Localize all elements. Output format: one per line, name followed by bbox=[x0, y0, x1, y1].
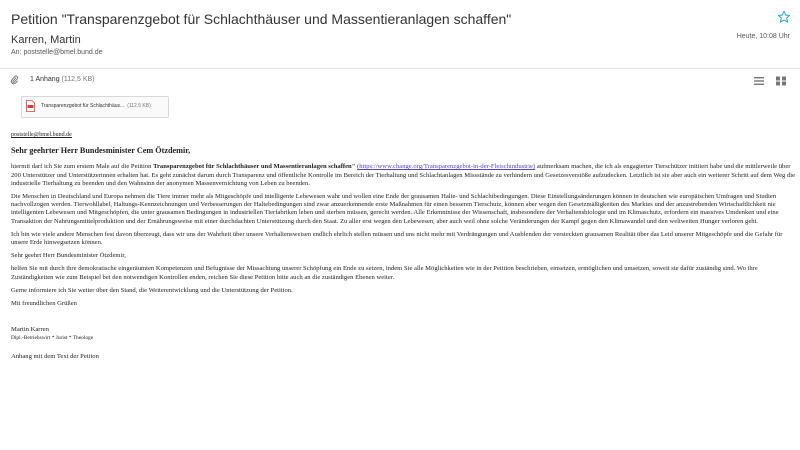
body-recipient[interactable]: poststelle@bmel.bund.de bbox=[11, 132, 72, 138]
paragraph-6: Gerne informiere ich Sie weiter über den Stand, die Weiterentwicklung und die Unterstützung der Petition. bbox=[11, 286, 293, 294]
paragraph-1-intro: hiermit darf ich Sie zum erstem Male auf die Petition bbox=[11, 163, 154, 171]
header-divider bbox=[0, 68, 800, 69]
attachment-file-size: (112,5 KB) bbox=[127, 103, 151, 109]
signature-name: Martin Karren bbox=[11, 326, 49, 334]
attachment-name bbox=[41, 103, 151, 109]
annex-note: Anhang mit dem Text der Petiton bbox=[11, 352, 99, 360]
attachment-card[interactable] bbox=[21, 96, 169, 118]
attachment-count-label: 1 Anhang bbox=[30, 76, 60, 83]
signature-title: Dipl.-Betriebswirt * Jurist * Theologe bbox=[11, 335, 94, 342]
paragraph-4: Sehr geehrt Herr Bundesminister Ötzdemir, bbox=[11, 252, 126, 260]
pdf-file-icon bbox=[26, 100, 35, 112]
star-icon[interactable] bbox=[777, 10, 791, 24]
recipient-line: An: poststelle@bmel.bund.de bbox=[11, 49, 103, 56]
message-subject: Petition "Transparenzgebot für Schlachthäuser und Massentieranlagen schaffen" bbox=[11, 11, 512, 27]
sender-name[interactable]: Karren, Martin bbox=[11, 34, 81, 46]
attachment-bar bbox=[0, 72, 800, 90]
paperclip-icon bbox=[10, 75, 19, 85]
grid-view-icon[interactable] bbox=[776, 73, 786, 83]
petition-link[interactable]: (https://www.change.org/Transparenzgebot-in-der-Fleischindustrie) bbox=[357, 163, 536, 171]
paragraph-5: helfen Sie mit durch ihre demokratische eingeräumten Kompetenzen und Befugnisse der Missachtung unserer Schöpfung ein Ende zu setzen, indem Sie alle Möglichkeiten wie in der Petition beschrieben, einsetzen, ermöglichen und umsetzen, soweit sie dafür zuständig sind. Wo ihre Zuständigkeiten wie zum Beispiel bei den notwendigen Kontrollen enden, reichen Sie diese Petition bitte auch an die zuständigen Ebenen weiter. bbox=[11, 265, 758, 281]
paragraph-3: Ich bin wie viele andere Menschen fest davon überzeugt, dass wir uns der Wahrheit über unsere Verhaltensweisen endlich ehrlich stellen müssen und uns nicht mehr mit Verdrängungen und Ausblenden der versteckten grausamen Realität über das Leid unserer Mitgeschöpfe und die Gefahr für unsere Erde hinwegsetzen können. bbox=[11, 230, 783, 247]
paragraph-1-rest: aufmerksam machen, die ich als engagierter Tierschützer initiiert habe und die mittlerweile über 200 Unterstützer und Unterstützerinnen erhalten hat. Es geht zunächst darum durch Transparenz und öffentliche Kontrolle im Bereich der Tierhaltung und Schlachtanlagen Missstände zu verhindern und Gesetzesverstöße aufzudecken. Letztlich ist sie aber auch ein weiterer Schritt auf dem Weg die industrielle Tierhaltung zu beenden und den Wahnsinn der anonymen Massenvernichtung von Leben zu beenden. bbox=[11, 163, 795, 187]
attachment-file-name: Transparenzgebot für Schlachthäus... bbox=[41, 103, 125, 109]
paragraph-1 bbox=[11, 163, 796, 188]
message-header bbox=[0, 0, 800, 74]
message-date: Heute, 10:08 Uhr bbox=[736, 33, 790, 40]
attachment-total-size: (112,5 KB) bbox=[61, 76, 95, 83]
attachment-count[interactable] bbox=[30, 76, 95, 83]
list-view-icon[interactable] bbox=[754, 73, 764, 83]
petition-title: Transparenzgebot für Schlachthäuser und Massentieranlagen schaffen" bbox=[153, 163, 356, 171]
closing: Mit freundlichen Grüßen bbox=[11, 300, 77, 308]
greeting: Sehr geehrter Herr Bundesminister Cem Ötzdemir, bbox=[11, 146, 191, 156]
message-body bbox=[11, 131, 796, 366]
attachment-view-toggle bbox=[746, 73, 786, 91]
paragraph-2: Die Menschen in Deutschland und Europa nehmen die Tiere immer mehr als Mitgeschöpfe und intelligente Lebewesen wahr und wollen eine Ende der grausamen Halte- und Schlachtbedingungen. Diese Einstellungsänderungen können in deutschen wie europäischen Umfragen und Studien nachvollzogen werden. Tierwohllabel, Haltungs-Kennzeichnungen und Verbesserungen der Haltebedingungen sind zwar anzuerkennende erste Maßnahmen für einen besseren Tierschutz, können aber wegen den Gesetzmäßigkeiten des Marktes und der anzustrebenden Wirtschaftlichkeit nie intelligenten Lebewesen und Mitgeschöpfen, die unter grausamen Bedingungen in industriellen Tierfabriken leben und sterben müssen, gerecht werden. Alle Erkenntnisse der Wissenschaft, insbesondere der Verhaltensbiologie und im Klimaschutz, erfordern ein massives Umdenken und eine Transaktion der Nahrungsmittelproduktion und der Ernährungsweise mit einer durchdachten Unterstützung durch den Staat. Zu aller erst wegen den Lebewesen, aber auch weil ohne solche Veränderungen der Kampf gegen den Klimawandel und den weltweiten Hunger verloren geht. bbox=[11, 193, 779, 225]
